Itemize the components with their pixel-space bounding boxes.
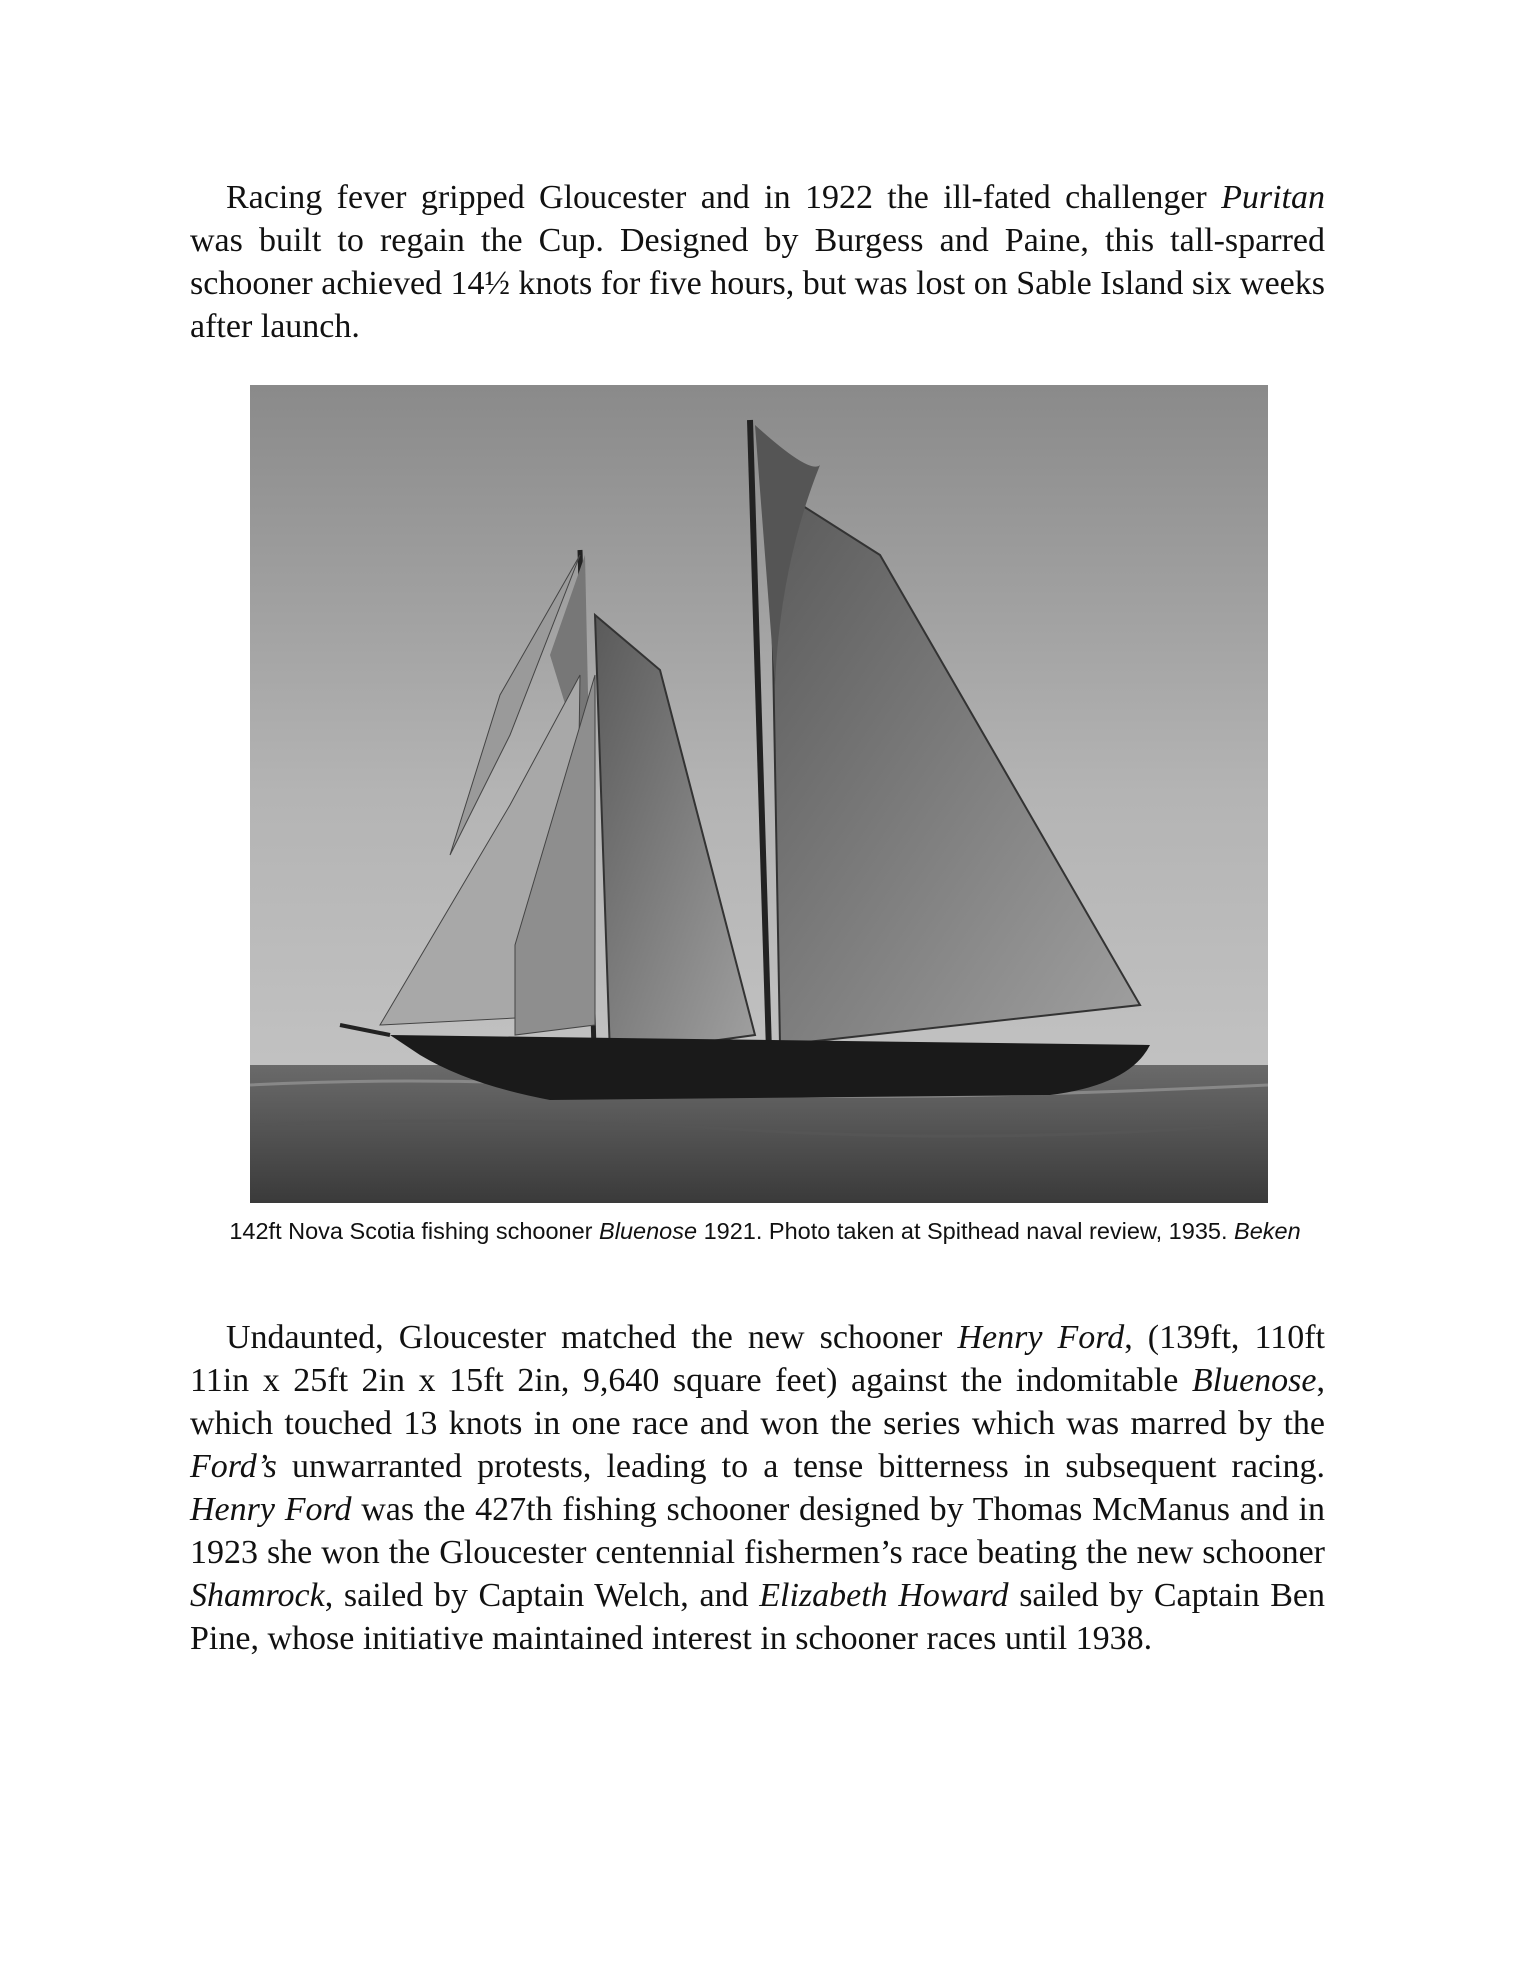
italic-ship-name: Bluenose (1191, 1362, 1317, 1399)
italic-ship-name: Ford’s (190, 1448, 277, 1485)
italic-ship-name: Henry Ford (190, 1491, 352, 1528)
text: , sailed by Captain Welch, and (324, 1577, 760, 1614)
photo-caption (200, 1216, 1330, 1247)
text: unwarranted protests, leading to a tense bitterness in subsequent racing. (276, 1448, 1325, 1485)
bluenose-schooner-photo (250, 385, 1268, 1203)
text: sailed by Captain Ben Pine, whose initiative maintained interest in schooner races until 1938. (190, 1577, 1326, 1657)
text: 142ft Nova Scotia fishing schooner (229, 1218, 600, 1244)
paragraph-puritan (190, 176, 1325, 348)
italic-ship-name: Shamrock (190, 1577, 325, 1614)
italic-ship-name: Puritan (1221, 179, 1325, 216)
italic-ship-name: Elizabeth Howard (759, 1577, 1009, 1614)
photo-credit: Beken (1234, 1218, 1301, 1244)
text: , which touched 13 knots in one race and won the series which was marred by the (190, 1362, 1325, 1442)
text: was the 427th fishing schooner designed by Thomas McManus and in 1923 she won the Gloucester centennial fishermen’s race beating the new schooner (190, 1491, 1325, 1571)
text: was built to regain the Cup. Designed by Burgess and Paine, this tall-sparred schooner achieved 14½ knots for five hours, but was lost on Sable Island six weeks after launch. (190, 222, 1325, 345)
text: 1921. Photo taken at Spithead naval review, 1935. (697, 1218, 1235, 1244)
text: Undaunted, Gloucester matched the new schooner (226, 1319, 958, 1356)
text: , (139ft, 110ft 11in x 25ft 2in x 15ft 2in, 9,640 square feet) against the indomitable (190, 1319, 1325, 1399)
paragraph-henry-ford (190, 1316, 1325, 1660)
italic-ship-name: Henry Ford (957, 1319, 1125, 1356)
text: Racing fever gripped Gloucester and in 1922 the ill-fated challenger (226, 179, 1222, 216)
italic-ship-name: Bluenose (599, 1218, 698, 1244)
